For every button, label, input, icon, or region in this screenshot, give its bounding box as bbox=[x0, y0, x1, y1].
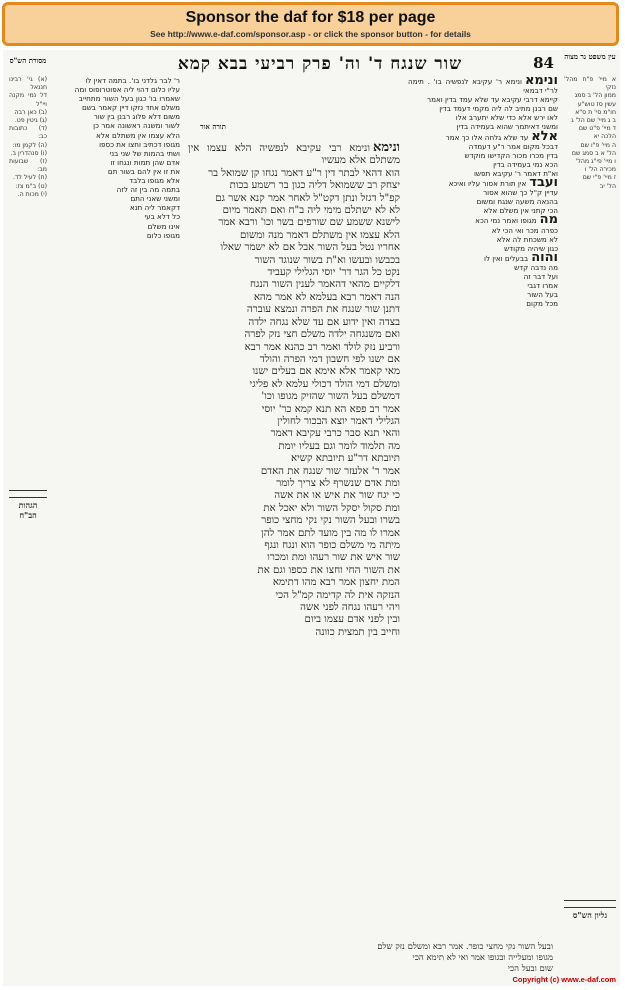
dibbur-hamatchil: מה bbox=[539, 212, 558, 228]
margin-note: (ז) שבועות מב: bbox=[9, 158, 47, 174]
gemara-line: הנה דאמר רבא בעלמא לא אמר מהא bbox=[253, 291, 400, 303]
left-margin-notes bbox=[9, 76, 47, 516]
tosafot-line: דקאמר ליה תנא bbox=[129, 203, 180, 213]
tosafot-line: את זו אין להם בשור תם bbox=[107, 166, 180, 176]
rashi-column: ונימאונימא ר' עקיבא לנפשיה בו' . תימה לר"י דבמאי קיימא דרבי עקיבא עד שלא עמד בדין ואמר שם רבנן מתיב לה ליה מקמי דעמד בדין לאו ירש אלא כדי שלא יתערב אלו ומשני דאיתמר שהוא בעמידה בדין אלאעד שלא גלחה אלו כך אמר דבכל מקום אמר ר"ע דעמדה בדין מכרו מכור הקדישו מוקדש הכא נמי בעמידה בדין וא"ת דאמר ר' עקיבא תפשו ועבדאין תורת אסור עליו ואיכא עדיין ק"ל כך שהוא אסור בהנאה משעה שנגח ומשום הכי קתני אין משלם אלא מהמגופו ואמר נמי הכא כפרה מכר ואי הכי לא לא משכחת לה אלא כגון שיהיה מקודש והוהבבעלים ואין לו מה נדבה קדש ועל דבר זה אמרו דגבי בעל השור מכל מקום bbox=[408, 76, 558, 309]
gemara-line: ורביע נזק לולד ואמר רב כהנא אמר רבא bbox=[244, 341, 400, 353]
tosafot-line: בתמה מה בין זה לזה bbox=[116, 185, 180, 195]
gemara-line: יצחק רב ששמואל דליה כגון בר רשמע בכות bbox=[229, 180, 400, 192]
rashi-line: דבכל מקום אמר ר"ע דעמדה bbox=[468, 141, 558, 151]
tosafot-line: הלא עצמו אין משתלם אלא bbox=[96, 130, 180, 140]
tosafot-line: ושתי בהמות של שני בני bbox=[109, 148, 180, 158]
tosafot-line: לשור ומשנה ראשונה אמר כן bbox=[93, 121, 180, 131]
gemara-line: המת יחצון אמר רבא מהו דתימא bbox=[272, 577, 400, 589]
ein-mishpat-label: עין משפט נר מצוה bbox=[564, 52, 616, 61]
rashi-line: לא משכחת לה אלא bbox=[496, 234, 558, 244]
gemara-line: והאי תנא סבר כרבי עקיבא דאמר bbox=[270, 428, 400, 440]
rashi-line: עדיין ק"ל כך שהוא אסור bbox=[483, 188, 558, 198]
gemara-line: ומשלם דמי הולד דכולי עלמא לא פליגי bbox=[249, 378, 400, 390]
tosafot-line: עליו כלום דהוי ליה אפוטרופוס ומה bbox=[74, 85, 180, 95]
rashi-line: מכל מקום bbox=[526, 299, 558, 309]
gemara-line: אמר רב פפא הא תנא קמא כר' יוסי bbox=[261, 403, 400, 415]
margin-note: ד מיי' פ"ט שם bbox=[578, 125, 616, 133]
margin-note: הל' א ב סמג שם bbox=[571, 149, 616, 157]
rashi-line: כגון שיהיה מקודש bbox=[504, 243, 558, 253]
gemara-line: לא לא ישתלם מימי ליה ב"ח ואם תאמר מיום bbox=[222, 205, 400, 217]
rashi-line: ועל דבר זה bbox=[523, 271, 558, 281]
rashi-line: קיימא דרבי עקיבא עד שלא עמד בדין ואמר bbox=[427, 95, 558, 105]
dibbur-hamatchil: והוה bbox=[531, 249, 558, 265]
ornament-divider bbox=[564, 900, 616, 908]
rashi-line: הכא נמי בעמידה בדין bbox=[493, 159, 558, 169]
page-title: שור שנגח ד' וה' פרק רביעי בבא קמא bbox=[177, 54, 463, 74]
margin-note: ממון הל' ב סמג bbox=[574, 92, 616, 100]
bottom-line: מגופו ומעלייה ובגופו אמר ואי לא תימא הכי bbox=[412, 953, 553, 963]
margin-note: (ה) לקמן מו: bbox=[12, 141, 47, 149]
talmud-page bbox=[3, 50, 620, 986]
tosafot-line: מגופו דכתיב וחצו את כספו bbox=[99, 139, 180, 149]
rashi-line: ומשני דאיתמר שהוא בעמידה בדין bbox=[456, 122, 558, 132]
margin-note: (ו) סנהדרין ב. bbox=[10, 149, 47, 157]
rashi-line: כפרה מכר ואי הכי לא bbox=[491, 225, 558, 235]
page-number: 84 bbox=[533, 54, 554, 72]
margin-note: (א) גי' רבינו חננאל bbox=[9, 76, 47, 92]
gemara-line: מיתה מי משלם כופר הוא ונגח ונגף bbox=[264, 540, 400, 551]
gemara-line: אחריו נטל בעל השור אבל אם לא ישמר שאלו bbox=[220, 242, 400, 254]
tosafot-line: אינו משלם bbox=[147, 221, 180, 231]
gemara-line: ומת סקול יסקל השור ולא יאכל את bbox=[263, 502, 400, 514]
gemara-line: בשרו ובעל השור נקי נקי מחצי כופר bbox=[261, 515, 400, 527]
gemara-line: דלקיים מהאי דהאמר לענין השור הנגח bbox=[250, 279, 400, 291]
rashi-line: בדין מכרו מכור הקדישו מוקדש bbox=[464, 150, 558, 160]
margin-note: מכירה הל' ו bbox=[584, 166, 616, 174]
tosafot-line: כל דלא בעי bbox=[144, 212, 180, 222]
margin-note: (ח) לעיל לד. bbox=[13, 174, 47, 182]
bottom-line: שום ובעל הכי bbox=[507, 964, 553, 974]
margin-note: ז מיי' פ"י שם bbox=[582, 174, 616, 182]
bottom-block bbox=[63, 942, 553, 982]
gemara-line: הנזקה אית לה קדימה קמ"ל הכי bbox=[275, 589, 400, 601]
margin-note: (ט) ב"מ צז: bbox=[15, 182, 47, 190]
gemara-column: ונימאונימא רבי עקיבא לנפשיה הלא עצמו אין משתלם אלא מעשיו הוא דהאי לבתר דין ר"ע דאמר נגחו קן שמואל בר יצחק רב ששמואל דליה כגון בר רשמע בכות קפ"ל דגזל ונתן דקט"ל לאחר אמר קנא אשר גם לא לא ישתלם מימי ליה ב"ח ואם תאמר מיום לישנא ששמע שם שורפים בשר וכו' ורבא אמר הלא עצמו אין משתלם דאמר מנה ומשום אחריו נטל בעל השור אבל אם לא ישמר שאלו בכבשו ובעשו וא"ת בשור שנוגד השור נקט כל הגר דר' יוסי הגלילי קעביד דלקיים מהאי דהאמר לענין השור הנגח הנה דאמר רבא בעלמא לא אמר מהא דתנן שור שנגח את הפרה ונמצא עוברה בצדה ואין ידוע אם עד שלא נגחה ילדה ואם משנגחה ילדה משלם חצי נזק לפרה ורביע נזק לולד ואמר רב כהנא אמר רבא אם ישנו לפי חשבון דמי הפרה והולד מאי קאמר אלא אימא אם בעלים ישנו ומשלם דמי הולד דכולי עלמא לא פליגי דמשלם בעל השור שהזיק מגופו וכו' אמר רב פפא הא תנא קמא כר' יוסי הגלילי דאמר יוצא הבכור לחולין והאי תנא סבר כרבי עקיבא דאמר מה תלמוד לומר וגם בעליו יומת תיובתא דר"ע תיובתא קשיא אמר ר' אלעזר שור שנגח את האדם ומת אדם שנשרף לא צריך לומר כי יגח שור את איש או את אשה ומת סקול יסקל השור ולא יאכל את בשרו ובעל השור נקי נקי מחצי כופר אמרו לו מה בין מועד לתם אמר להן מיתה מי משלם כופר הוא ונגח ונגף שור איש את שור רעהו ומת ומכרו את השור החי וחצו את כספו וגם את המת יחצון אמר רבא מהו דתימא הנזקה אית לה קדימה קמ"ל הכי ויהי רעהו נגחה לפני אשה ובין לפני אדם עצמו ביום וחייב בין תמצית כוונה bbox=[188, 142, 400, 638]
gemara-line: מאי קאמר אלא אימא אם בעלים ישנו bbox=[252, 366, 400, 378]
sponsor-banner[interactable] bbox=[2, 2, 619, 46]
margin-note: דל נמי מקנה ויי"ל bbox=[9, 92, 47, 108]
ornament-divider bbox=[9, 490, 47, 498]
right-margin-notes bbox=[564, 76, 616, 936]
margin-note: חו"מ סי' ת ס"א bbox=[575, 108, 616, 116]
copyright-notice: Copyright (c) www.e-daf.com bbox=[512, 975, 616, 984]
tosafot-line: משלם אחד נזקו דיין קאמר בשם bbox=[81, 103, 180, 113]
gemara-line: הוא דהאי לבתר דין ר"ע דאמר נגחו קן שמואל בר bbox=[208, 167, 400, 179]
margin-note: (י) מכות ה. bbox=[17, 190, 47, 198]
gemara-line: כי יגח שור את איש או את אשה bbox=[274, 490, 400, 502]
gemara-line: אמרו לו מה בין מועד לתם אמר להן bbox=[261, 527, 400, 539]
gemara-line: את השור החי וחצו את כספו וגם את bbox=[257, 564, 400, 576]
bottom-line: ובעל השור נקי מחצי כופר. אמר רבא ומשלם נזק שלם bbox=[377, 942, 553, 952]
gilyon-label: גליון הש"ס bbox=[572, 910, 608, 920]
gemara-line: מה תלמוד לומר וגם בעליו יומת bbox=[278, 440, 400, 452]
rashi-line: הכי קתני אין משלם אלא bbox=[483, 206, 558, 216]
gemara-line: דתנן שור שנגח את הפרה ונמצא עוברה bbox=[246, 304, 400, 316]
tosafot-line: ומשני שאני התם bbox=[130, 194, 180, 204]
margin-note: הלכה יא bbox=[593, 133, 616, 141]
gemara-opening-word: ונימא bbox=[372, 142, 400, 155]
tosafot-line: אדם שהן תמות ונגחו זו bbox=[110, 157, 180, 167]
gemara-line: ובין לפני אדם עצמו ביום bbox=[304, 614, 400, 626]
rashi-line: בעל השור bbox=[527, 290, 558, 300]
gemara-line: ומת אדם שנשרף לא צריך לומר bbox=[276, 477, 400, 489]
tosafot-line: מגופו כלום bbox=[146, 230, 180, 240]
gemara-line: שור איש את שור רעהו ומת ומכרו bbox=[267, 552, 400, 564]
rashi-line: מה נדבה קדש bbox=[514, 262, 558, 272]
torah-or-label: תורה אור bbox=[200, 122, 226, 131]
gemara-line: הגלילי דאמר יוצא הבכור לחולין bbox=[277, 415, 400, 427]
gemara-line: נקט כל הגר דר' יוסי הגלילי קעביד bbox=[267, 267, 400, 279]
gemara-line: דמשלם בעל השור שהזיק מגופו וכו' bbox=[261, 391, 400, 403]
masoret-label: מסורת הש"ס bbox=[9, 56, 47, 65]
margin-note: הל' יב bbox=[599, 182, 616, 190]
dibbur-hamatchil: ועבד bbox=[529, 175, 558, 191]
rashi-line: וא"ת דאמר ר' עקיבא תפשו bbox=[473, 168, 558, 178]
margin-note: ה מיי' פ"ו שם bbox=[580, 141, 616, 149]
gemara-line: קפ"ל דגזל ונתן דקט"ל לאחר אמר קנא אשר גם bbox=[215, 192, 400, 204]
gemara-line: ויהי רעהו נגחה לפני אשה bbox=[300, 602, 400, 614]
sponsor-subtitle[interactable]: See http://www.e-daf.com/sponsor.asp - or click the sponsor button - for details bbox=[150, 29, 471, 39]
tosafot-line: משום דלא פלוג רבנן בין שור bbox=[93, 112, 180, 122]
tosafot-line: אלא מגופו בלבד bbox=[129, 176, 180, 186]
margin-note: א מיי' פ"ח מהל' נזקי bbox=[564, 76, 616, 92]
hagahot-label: הגהות הב"ח bbox=[18, 500, 38, 520]
dibbur-hamatchil: ונימא bbox=[524, 76, 558, 88]
tosafot-line: שאמרו בו' כגון בעל השור מתחייב bbox=[78, 94, 180, 104]
gemara-line: לישנא ששמע שם שורפים בשר וכו' ורבא אמר bbox=[218, 217, 400, 229]
rashi-line: שם רבנן מתיב לה ליה מקמי דעמד בדין bbox=[439, 104, 558, 114]
gemara-line: הלא עצמו אין משתלם דאמר מנה ומשום bbox=[240, 229, 400, 241]
margin-note: (ב) כאן רבה bbox=[14, 108, 47, 116]
rashi-line: בהנאה משעה שנגח ומשום bbox=[476, 197, 558, 207]
margin-note: ו מיי' פי"ג מהל' bbox=[575, 158, 616, 166]
tosafot-line: ר' לבר גלדני בו'. בתמה דאין לו bbox=[85, 76, 180, 85]
gemara-line: בצדה ואין ידוע אם עד שלא נגחה ילדה bbox=[248, 316, 400, 328]
gemara-line: ואם משנגחה ילדה משלם חצי נזק לפרה bbox=[244, 329, 400, 341]
sponsor-title[interactable]: Sponsor the daf for $18 per page bbox=[185, 9, 436, 26]
gemara-line: אמר ר' אלעזר שור שנגח את האדם bbox=[260, 465, 400, 477]
gemara-line: תיובתא דר"ע תיובתא קשיא bbox=[291, 453, 400, 465]
tosafot-column bbox=[48, 76, 180, 921]
gemara-line: אם ישנו לפי חשבון דמי הפרה והולד bbox=[259, 353, 400, 365]
margin-note: (ד) כתובות כב: bbox=[9, 125, 47, 141]
gemara-line: וחייב בין תמצית כוונה bbox=[315, 626, 400, 638]
margin-note: ב ג מיי' שם הל' ג bbox=[571, 117, 616, 125]
rashi-line: אמרו דגבי bbox=[527, 281, 558, 291]
margin-note: (ג) גיטין פט. bbox=[14, 117, 47, 125]
rashi-line: לאו ירש אלא כדי שלא יתערב אלו bbox=[455, 113, 558, 123]
gemara-line: בכבשו ובעשו וא"ת בשור שנוגד השור bbox=[254, 254, 400, 266]
dibbur-hamatchil: אלא bbox=[531, 128, 558, 144]
margin-note: עשין סז טוש"ע bbox=[577, 100, 616, 108]
